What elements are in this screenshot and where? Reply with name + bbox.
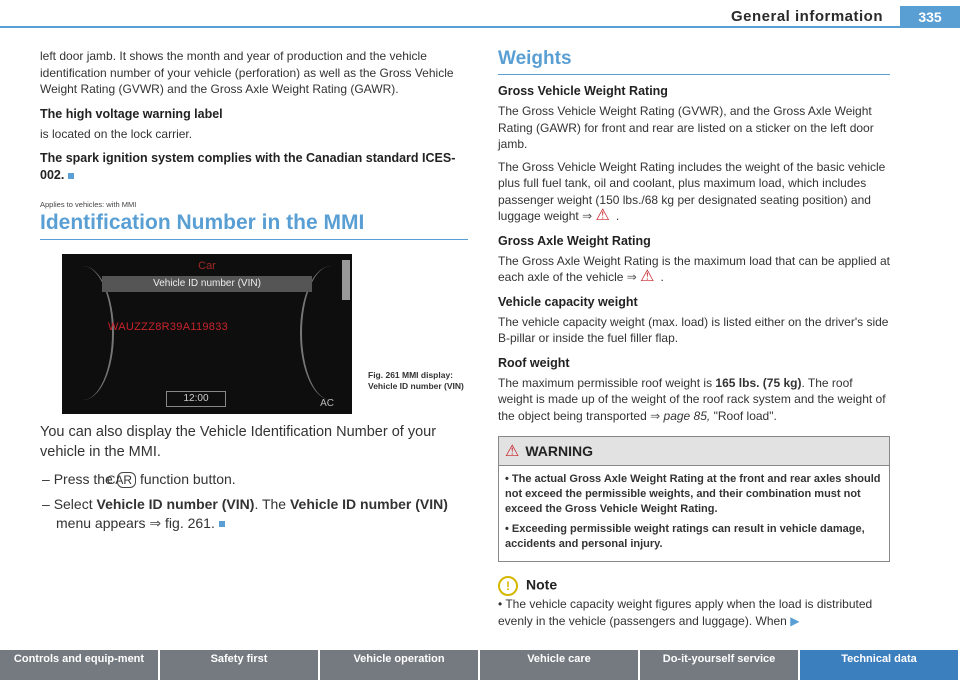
intro-paragraph: left door jamb. It shows the month and year of production and the vehicle identification number of your vehicle (perforation) as well as the Gross Vehicle Weight Rating (GVWR) and the Gross Axle Weight Rating (GAWR). (40, 49, 454, 96)
gvwr-paragraph-2-text: The Gross Vehicle Weight Rating includes the weight of the basic vehicle plus full fuel tank, oil and coolant, plus maximum load, which includes passenger weight (150 lbs./68 kg per designated seating position) and luggage weight (498, 159, 886, 223)
footer-tab-safety[interactable]: Safety first (160, 650, 320, 680)
step-2-pre: Select (53, 496, 93, 512)
footer-tab-care[interactable]: Vehicle care (480, 650, 640, 680)
step-2-post: menu appears (56, 515, 146, 531)
note-title: Note (526, 576, 558, 593)
right-column (498, 48, 890, 635)
footer-tab-diy[interactable]: Do-it-yourself service (640, 650, 800, 680)
car-key-label: CAR (117, 472, 136, 488)
footer-tab-operation[interactable]: Vehicle operation (320, 650, 480, 680)
gawr-paragraph-text: The Gross Axle Weight Rating is the maximum load that can be applied at each axle of the vehicle (498, 253, 890, 284)
gawr-heading: Gross Axle Weight Rating (498, 233, 651, 248)
page-number: 335 (900, 6, 960, 28)
ref-arrow-icon: ⇒ (582, 209, 593, 223)
hv-label-heading: The high voltage warning label (40, 106, 223, 121)
gvwr-heading: Gross Vehicle Weight Rating (498, 84, 668, 98)
roof-weight-value: 165 lbs. (75 kg) (715, 375, 802, 390)
roof-paragraph (498, 375, 890, 425)
capacity-heading: Vehicle capacity weight (498, 294, 638, 309)
warning-box (498, 436, 890, 562)
continue-arrow-icon: ▶ (790, 613, 800, 628)
ref-arrow-icon: ⇒ (149, 515, 162, 531)
ref-arrow-icon: ⇒ (650, 408, 661, 423)
step-2-bold-2: Vehicle ID number (VIN) (289, 496, 448, 512)
roof-text-1: The maximum permissible roof weight is (498, 375, 713, 390)
section-title: Identification Number in the MMI (40, 211, 468, 240)
gvwr-paragraph-1: The Gross Vehicle Weight Rating (GVWR), and the Gross Axle Weight Rating (GAWR) for front and rear are listed on a sticker on the left door jamb. (498, 104, 874, 151)
warning-title: WARNING (525, 443, 594, 459)
gvwr-paragraph-2: The Gross Vehicle Weight Rating includes the weight of the basic vehicle plus full fuel tank, oil and coolant, plus maximum load, which includes passenger weight (150 lbs./68 kg per designated seating position) and luggage weight ⇒ ⚠ . (498, 159, 886, 224)
chapter-title: General information (727, 8, 887, 25)
footer-tab-controls[interactable]: Controls and equip-ment (0, 650, 160, 680)
figure-261 (40, 254, 468, 416)
applies-to-note: Applies to vehicles: with MMI (40, 200, 137, 209)
warning-item-2: • Exceeding permissible weight ratings can result in vehicle damage, accidents and personal injury. (505, 523, 865, 550)
step-2-bold-1: Vehicle ID number (VIN) (96, 496, 255, 512)
warning-item-1: • The actual Gross Axle Weight Rating at the front and rear axles should not exceed the permissible weights, and their combination must not exceed the Gross Vehicle Weight Rating. (505, 473, 881, 515)
warning-item-1-text: The actual Gross Axle Weight Rating at the front and rear axles should not exceed the permissible weights, and their combination must not exceed the Gross Vehicle Weight Rating. (505, 473, 881, 515)
warning-triangle-icon: ⚠ (505, 443, 520, 460)
roof-text-2: . The roof weight is made up of the weight of the roof rack system and the weight of the object being transported (498, 375, 886, 423)
header-rule (0, 26, 960, 28)
page-reference-link[interactable]: page 85, (663, 408, 711, 423)
step-1-pre: Press the (53, 471, 113, 487)
ices-heading (40, 150, 468, 184)
roof-heading: Roof weight (498, 355, 570, 370)
mmi-lead-paragraph: You can also display the Vehicle Identification Number of your vehicle in the MMI. (40, 424, 437, 460)
note-text: The vehicle capacity weight figures apply when the load is distributed evenly in the vehicle (passengers and luggage). When (498, 597, 873, 628)
ices-heading-text: The spark ignition system complies with the Canadian standard ICES-002. (40, 151, 456, 182)
footer-tab-technical[interactable]: Technical data (800, 650, 960, 680)
step-1-post: function button. (139, 471, 236, 487)
mmi-display-image (62, 254, 352, 414)
warning-body (499, 465, 889, 561)
step-2: – Select Vehicle ID number (VIN). The Vehicle ID number (VIN) menu appears ⇒ fig. 261. (42, 496, 448, 531)
figure-caption: Fig. 261 MMI display: Vehicle ID number (VIN) (368, 370, 464, 391)
gawr-paragraph: The Gross Axle Weight Rating is the maximum load that can be applied at each axle of the vehicle ⇒ ⚠ . (498, 253, 890, 285)
footer-nav (0, 650, 960, 680)
page-header (0, 0, 960, 40)
note-heading (498, 576, 890, 596)
warning-triangle-icon[interactable]: ⚠ (640, 268, 655, 285)
display-vin-value: WAUZZZ8R39A119833 (108, 321, 229, 333)
warning-header (499, 437, 889, 465)
note-paragraph: • The vehicle capacity weight figures apply when the load is distributed evenly in the vehicle (passengers and luggage). When ▶ (498, 597, 873, 628)
step-1: – Press the CAR function button. (42, 471, 236, 487)
weights-title: Weights (498, 48, 890, 75)
section-end-mark (219, 521, 225, 527)
display-clock: 12:00 (166, 391, 226, 407)
roof-text-3: "Roof load". (713, 408, 777, 423)
step-2-mid: . The (254, 496, 287, 512)
left-column (40, 48, 468, 539)
exclamation-circle-icon: ! (498, 576, 518, 596)
capacity-paragraph: The vehicle capacity weight (max. load) is listed either on the driver's side B-pillar or inside the fuel filler flap. (498, 314, 889, 345)
display-menu-title: Car (198, 260, 216, 272)
display-selected-item: Vehicle ID number (VIN) (102, 276, 312, 292)
warning-triangle-icon[interactable]: ⚠ (595, 207, 610, 224)
ref-arrow-icon: ⇒ (626, 270, 637, 284)
display-ac-label: AC (320, 398, 334, 409)
section-end-mark (68, 173, 74, 179)
fig-reference-link[interactable]: fig. 261. (165, 515, 215, 531)
hv-label-text: is located on the lock carrier. (40, 126, 193, 141)
warning-item-2-text: Exceeding permissible weight ratings can result in vehicle damage, accidents and personal injury. (505, 523, 865, 550)
